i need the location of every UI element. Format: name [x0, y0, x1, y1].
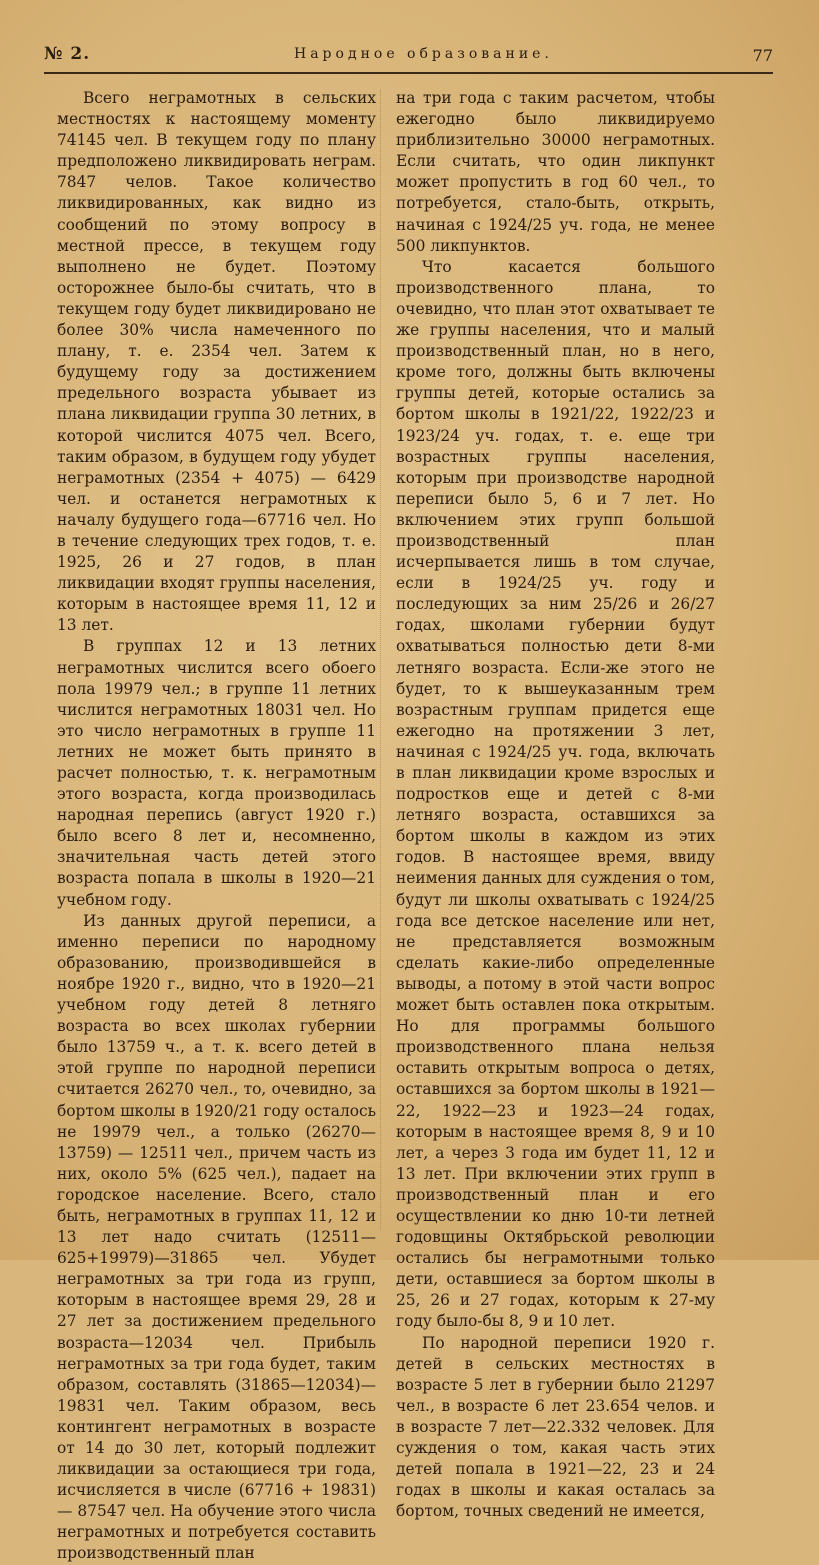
paragraph: По народной переписи 1920 г. детей в сельских местностях в возрасте 5 лет в губернии было 21297 чел., в возрасте 6 лет 23.654 челов. и в возрасте 7 лет—22.332 человек. Для суждения о том, какая часть этих детей попала в 1921—22, 23 и 24 годах в школы и какая осталась за бортом, точных сведений не имеется,	[396, 1333, 715, 1521]
header-rule	[44, 72, 773, 74]
paragraph: Из данных другой переписи, а именно переписи по народному образованию, производившейся в ноябре 1920 г., видно, что в 1920—21 учебном году детей 8 летняго возраста во всех школах губернии было 13759 ч., а т. к. всего детей в этой группе по народной переписи считается 26270 чел., то, очевидно, за бортом школы в 1920/21 году осталось не 19979 чел., а только (26270—13759) — 12511 чел., причем часть из них, около 5% (625 чел.), падает на городское население. Всего, стало быть, неграмотных в группах 11, 12 и 13 лет надо считать (12511—625+19979)—31865 чел. Убудет неграмотных за три года из групп, которым в настоящее время 29, 28 и 27 лет за достижением предельного возраста—12034 чел. Прибыль неграмотных за три года будет, таким образом, составлять (31865—12034)—19831 чел. Таким образом, весь контингент неграмотных в возрасте от 14 до 30 лет, который подлежит ликвидации за остающиеся три года, исчисляется в числе (67716 + 19831) — 87547 чел. На обучение этого числа неграмотных и потребуется составить производственный план	[57, 911, 376, 1563]
left-column	[57, 88, 376, 1565]
column-divider	[380, 90, 381, 1230]
right-column	[396, 88, 715, 1522]
paragraph: Всего неграмотных в сельских местностях к настоящему моменту 74145 чел. В текущем году по плану предположено ликвидировать неграм. 7847 челов. Такое количество ликвидированных, как видно из сообщений по этому вопросу в местной прессе, в текущем году выполнено не будет. Поэтому осторожнее было-бы считать, что в текущем году будет ликвидировано не более 30% числа намеченного по плану, т. е. 2354 чел. Затем к будущему году за достижением предельного возраста убывает из плана ликвидации группа 30 летних, в которой числится 4075 чел. Всего, таким образом, в будущем году убудет неграмотных (2354 + 4075) — 6429 чел. и останется неграмотных к началу будущего года—67716 чел. Но в течение следующих трех годов, т. е. 1925, 26 и 27 годов, в план ликвидации входят группы населения, которым в настоящее время 11, 12 и 13 лет.	[57, 89, 376, 635]
paragraph: на три года с таким расчетом, чтобы ежегодно было ликвидируемо приблизительно 30000 неграмотных. Если считать, что один ликпункт может пропустить в год 60 чел., то потребуется, стало-быть, открыть, начиная с 1924/25 уч. года, не менее 500 ликпунктов.	[396, 89, 715, 255]
running-title: Народное образование.	[294, 46, 553, 62]
page-number: 77	[752, 46, 773, 65]
issue-number: № 2.	[44, 44, 91, 64]
paragraph: В группах 12 и 13 летних неграмотных числится всего обоего пола 19979 чел.; в группе 11 летних числится неграмотных 18031 чел. Но это число неграмотных в группе 11 летних не может быть принято в расчет полностью, т. к. неграмотным этого возраста, когда производилась народная перепись (август 1920 г.) было всего 8 лет и, несомненно, значительная часть детей этого возраста попала в школы в 1920—21 учебном году.	[57, 637, 376, 909]
page-header	[44, 38, 773, 72]
paragraph: Что касается большого производственного плана, то очевидно, что план этот охватывает те же группы населения, что и малый производственный план, но в него, кроме того, должны быть включены группы детей, которые остались за бортом школы в 1921/22, 1922/23 и 1923/24 уч. годах, т. е. еще три возрастных группы населения, которым при производстве народной переписи было 5, 6 и 7 лет. Но включением этих групп большой производственный план исчерпывается лишь в том случае, если в 1924/25 уч. году и последующих за ним 25/26 и 26/27 годах, школами губернии будут охватываться полностью дети 8-ми летняго возраста. Если-же этого не будет, то к вышеуказанным трем возрастным группам придется еще ежегодно на протяжении 3 лет, начиная с 1924/25 уч. года, включать в план ликвидации кроме взрослых и подростков еще и детей с 8-ми летняго возраста, оставшихся за бортом школы в каждом из этих годов. В настоящее время, ввиду неимения данных для суждения о том, будут ли школы охватывать с 1924/25 года все детское население или нет, не представляется возможным сделать какие-либо определенные выводы, а потому в этой части вопрос может быть оставлен пока открытым. Но для программы большого производственного плана нельзя оставить открытым вопроса о детях, оставшихся за бортом школы в 1921—22, 1922—23 и 1923—24 годах, которым в настоящее время 8, 9 и 10 лет, а через 3 года им будет 11, 12 и 13 лет. При включении этих групп в производственный план и его осуществлении ко дню 10-ти летней годовщины Октябрьской революции остались бы неграмотными только дети, оставшиеся за бортом школы в 25, 26 и 27 годах, которым к 27-му году было-бы 8, 9 и 10 лет.	[396, 257, 716, 1331]
